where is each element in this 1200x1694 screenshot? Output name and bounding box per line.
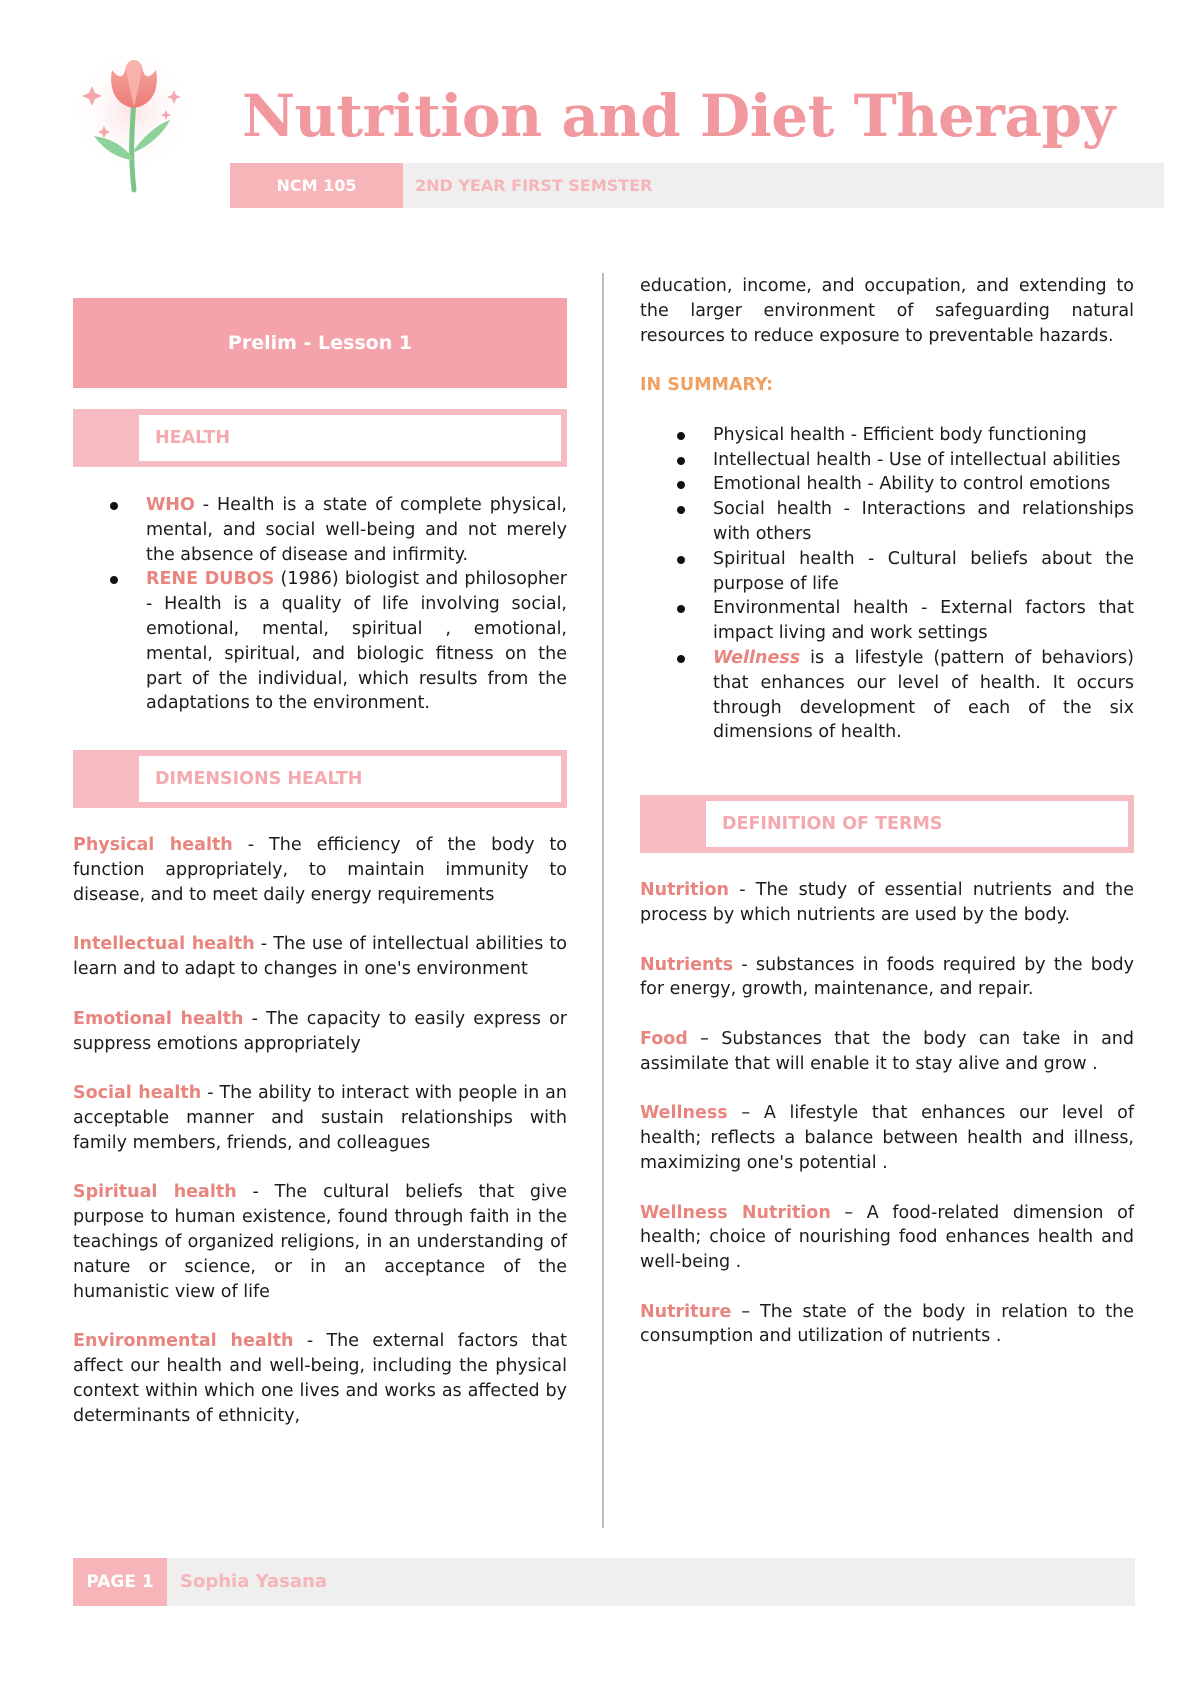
author-name: Sophia Yasana (180, 1571, 327, 1592)
column-divider (602, 273, 604, 1528)
continuation-paragraph: education, income, and occupation, and extending to the larger environment of safeguarding natural resources to reduce exposure to preventable hazards. (640, 276, 1134, 346)
definition-paragraph: Wellness – A lifestyle that enhances our level of health; reflects a balance between health and illness, maximizing one's potential . (640, 1103, 1134, 1173)
list-item: Wellness is a lifestyle (pattern of behaviors) that enhances our level of health. It occurs through development of each of the six dimensions of health. (640, 646, 1134, 745)
course-bar (230, 163, 1164, 208)
right-column (640, 274, 1134, 1349)
list-item: Spiritual health - Cultural beliefs about the purpose of life (640, 547, 1134, 597)
section-heading-label: DIMENSIONS HEALTH (139, 756, 561, 802)
list-item: WHO - Health is a state of complete physical, mental, and social well-being and not merely the absence of disease and infirmity. (73, 493, 567, 567)
definition-paragraph: Intellectual health - The use of intellectual abilities to learn and to adapt to changes in one's environment (73, 934, 567, 980)
list-item: Environmental health - External factors that impact living and work settings (640, 596, 1134, 646)
semester-label: 2ND YEAR FIRST SEMSTER (415, 176, 653, 195)
page-title: Nutrition and Diet Therapy (242, 82, 1115, 150)
list-item: RENE DUBOS (1986) biologist and philosopher - Health is a quality of life involving social, emotional, mental, spiritual , emotional, mental, spiritual, and biologic fitness on the part of the individual, which results from the adaptations to the environment. (73, 567, 567, 716)
summary-heading: IN SUMMARY: (640, 375, 774, 396)
definition-paragraph: Emotional health - The capacity to easily express or suppress emotions appropriately (73, 1008, 567, 1054)
section-heading-label: DEFINITION OF TERMS (706, 801, 1128, 847)
list-item: Physical health - Efficient body functioning (640, 423, 1134, 448)
health-definitions-list (73, 493, 567, 716)
summary-list (640, 423, 1134, 745)
section-heading-definitions (640, 795, 1134, 853)
definition-paragraph: Spiritual health - The cultural beliefs that give purpose to human existence, found through faith in the teachings of organized religions, in an understanding of nature or science, or in an acceptance of the humanistic view of life (73, 1182, 567, 1302)
definition-paragraph: Physical health - The efficiency of the body to function appropriately, to maintain immunity to disease, and to meet daily energy requirements (73, 835, 567, 905)
course-code: NCM 105 (230, 163, 403, 208)
section-heading-health (73, 409, 567, 467)
definition-paragraph: Environmental health - The external factors that affect our health and well-being, including the physical context within which one lives and works as affected by determinants of ethnicity, (73, 1331, 568, 1426)
section-heading-dimensions (73, 750, 567, 808)
list-item: Social health - Interactions and relationships with others (640, 497, 1134, 547)
definition-paragraph: Nutrients - substances in foods required by the body for energy, growth, maintenance, and repair. (640, 954, 1134, 1000)
page-footer (73, 1558, 1135, 1606)
definition-paragraph: Food – Substances that the body can take in and assimilate that will enable it to stay alive and grow . (640, 1028, 1134, 1074)
tulip-flower-icon (72, 40, 222, 200)
definition-paragraph: Wellness Nutrition – A food-related dimension of health; choice of nourishing food enhances health and well-being . (640, 1202, 1134, 1273)
definition-paragraph: Nutriture – The state of the body in relation to the consumption and utilization of nutrients . (640, 1301, 1134, 1347)
section-heading-label: HEALTH (139, 415, 561, 461)
list-item: Intellectual health - Use of intellectual abilities (640, 448, 1134, 473)
page-number: PAGE 1 (73, 1558, 167, 1606)
list-item: Emotional health - Ability to control emotions (640, 472, 1134, 497)
lesson-banner: Prelim - Lesson 1 (73, 298, 567, 388)
definition-paragraph: Nutrition - The study of essential nutrients and the process by which nutrients are used by the body. (640, 880, 1134, 925)
left-column (73, 298, 567, 1428)
definition-paragraph: Social health - The ability to interact with people in an acceptable manner and sustain relationships with family members, friends, and colleagues (73, 1083, 567, 1153)
